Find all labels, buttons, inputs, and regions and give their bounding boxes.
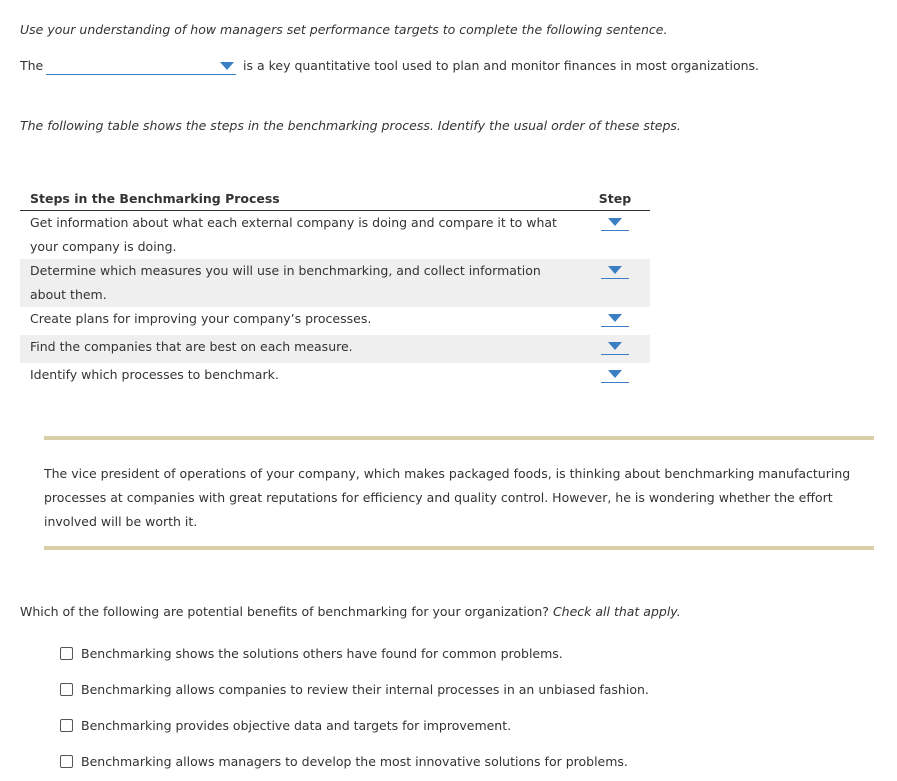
option-label[interactable]: Benchmarking allows managers to develop the most innovative solutions for problems.	[81, 753, 628, 769]
step-text: Create plans for improving your company’s processes.	[30, 311, 372, 326]
step-dropdown-5[interactable]	[601, 368, 629, 383]
table-row	[20, 363, 650, 391]
chevron-down-icon	[608, 314, 622, 322]
step-dropdown-3[interactable]	[601, 312, 629, 327]
step-text: Identify which processes to benchmark.	[30, 367, 279, 382]
step-dropdown-4[interactable]	[601, 340, 629, 355]
sentence-dropdown[interactable]	[46, 56, 236, 75]
option-label[interactable]: Benchmarking provides objective data and targets for improvement.	[81, 717, 512, 733]
option-label[interactable]: Benchmarking shows the solutions others have found for common problems.	[81, 645, 563, 661]
table-instruction: The following table shows the steps in the benchmarking process. Identify the usual order of these steps.	[20, 118, 681, 133]
option-item[interactable]	[60, 753, 628, 769]
option-item[interactable]	[60, 645, 563, 661]
option-item[interactable]	[60, 681, 649, 697]
checkbox[interactable]	[60, 755, 73, 768]
sentence-instruction: Use your understanding of how managers set performance targets to complete the following sentence.	[20, 22, 668, 37]
checkbox[interactable]	[60, 719, 73, 732]
scenario-box	[44, 436, 874, 550]
step-text: Determine which measures you will use in benchmarking, and collect information about them.	[20, 259, 580, 307]
sentence-suffix: is a key quantitative tool used to plan and monitor finances in most organizations.	[243, 58, 760, 73]
step-text: Get information about what each external company is doing and compare it to what your company is doing.	[30, 215, 557, 254]
checkbox[interactable]	[60, 683, 73, 696]
chevron-down-icon	[608, 266, 622, 274]
option-item[interactable]	[60, 717, 511, 733]
header-process: Steps in the Benchmarking Process	[20, 186, 580, 211]
table-header-row	[20, 186, 650, 211]
table-row	[20, 211, 650, 260]
benefits-question	[20, 604, 681, 619]
option-label[interactable]: Benchmarking allows companies to review their internal processes in an unbiased fashion.	[81, 681, 649, 697]
step-dropdown-2[interactable]	[601, 264, 629, 279]
chevron-down-icon	[220, 62, 234, 70]
chevron-down-icon	[608, 218, 622, 226]
table-row	[20, 307, 650, 335]
table-row	[20, 259, 650, 307]
step-text: Find the companies that are best on each measure.	[20, 335, 580, 363]
sentence-prefix: The	[20, 58, 44, 73]
checkbox[interactable]	[60, 647, 73, 660]
header-step: Step	[580, 186, 650, 211]
step-dropdown-1[interactable]	[601, 216, 629, 231]
question-hint: Check all that apply.	[552, 604, 681, 619]
scenario-text: The vice president of operations of your company, which makes packaged foods, is thinking about benchmarking manufacturing processes at companies with great reputations for efficiency and quality control. However, he is wondering whether the effort involved will be worth it.	[44, 466, 851, 529]
chevron-down-icon	[608, 342, 622, 350]
chevron-down-icon	[608, 370, 622, 378]
question-text: Which of the following are potential benefits of benchmarking for your organization?	[20, 604, 549, 619]
table-row	[20, 335, 650, 363]
benchmarking-steps-table	[20, 186, 650, 391]
